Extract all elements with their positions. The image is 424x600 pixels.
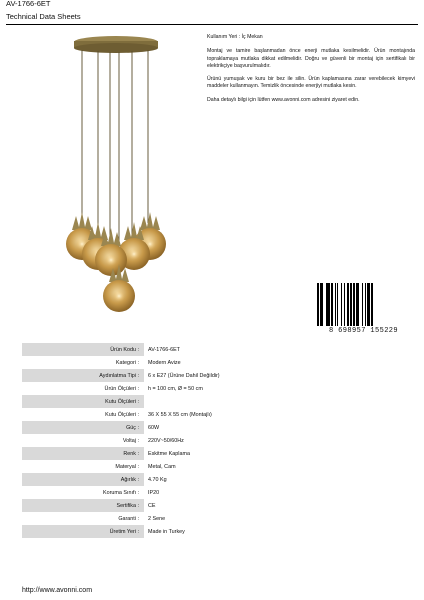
website-reference-text: Daha detaylı bilgi için lütfen www.avonni.com adresini ziyaret edin. <box>207 96 360 103</box>
barcode-bars <box>317 283 410 326</box>
chandelier-image <box>48 30 184 320</box>
spec-label: Ağırlık : <box>22 473 144 486</box>
spec-label: Kutu Ölçüleri : <box>22 395 144 408</box>
barcode-graphic <box>317 283 410 335</box>
spec-label: Ürün Ölçüleri : <box>104 385 139 392</box>
spec-value: 60W <box>148 424 160 431</box>
cleaning-instructions-text: Ürünü yumuşak ve kuru bir bez ile silin. Ürün kaplamasına zarar verebilecek kimyevi maddeler kullanmayın. Temizlik öncesinde enerjiyi mutlaka kesin. <box>207 76 415 90</box>
technical-spec-table <box>22 343 404 538</box>
spec-label: Üretim Yeri : <box>22 525 144 538</box>
spec-value: 4.70 Kg <box>148 476 167 483</box>
spec-label: Kutu Ölçüleri : <box>105 411 139 418</box>
spec-value: IP20 <box>148 489 160 496</box>
spec-label: Kategori : <box>115 359 139 366</box>
spec-label: Güç : <box>22 421 144 434</box>
spec-row <box>22 382 404 395</box>
spec-row <box>22 395 404 408</box>
spec-row <box>22 512 404 525</box>
spec-label: Materyal : <box>115 463 139 470</box>
spec-label: Ürün Kodu : <box>22 343 144 356</box>
spec-row <box>22 356 404 369</box>
spec-row <box>22 525 404 538</box>
spec-row <box>22 408 404 421</box>
barcode-digits: 8 698957 155229 <box>328 327 398 335</box>
spec-row <box>22 473 404 486</box>
spec-value: 36 X 55 X 55 cm (Montajlı) <box>148 411 212 418</box>
spec-label: Aydınlatma Tipi : <box>22 369 144 382</box>
spec-row <box>22 486 404 499</box>
spec-label: Garanti : <box>118 515 139 522</box>
spec-value: AV-1766-6ET <box>148 346 180 353</box>
spec-value: CE <box>148 502 156 509</box>
spec-label: Voltaj : <box>122 437 139 444</box>
header-divider <box>6 24 418 25</box>
spec-value <box>144 395 404 408</box>
spec-label: Renk : <box>22 447 144 460</box>
spec-value: Eskitme Kaplama <box>148 450 190 457</box>
spec-row <box>22 421 404 434</box>
spec-label: Koruma Sınıfı : <box>103 489 139 496</box>
spec-row <box>22 343 404 356</box>
spec-value: Metal, Cam <box>148 463 176 470</box>
spec-row <box>22 499 404 512</box>
spec-row <box>22 369 404 382</box>
installation-warning-text: Montaj ve tamire başlanmadan önce enerji mutlaka kesilmelidir. Ürün montajında topraklamaya mutlaka dikkat edilmelidir. Doğru ve güvenli bir montaj için sertifikalı bir elektrikçiye başvurulmalıdır. <box>207 48 415 69</box>
footer-website-link[interactable]: http://www.avonni.com <box>22 587 93 594</box>
spec-value: Modern Avize <box>148 359 181 366</box>
spec-value: 6 x E27 (Ürüne Dahil Değildir) <box>148 372 220 379</box>
spec-value: 2 Sene <box>148 515 166 522</box>
spec-value: Made in Turkey <box>148 528 185 535</box>
spec-row <box>22 460 404 473</box>
usage-location-text: Kullanım Yeri : İç Mekan <box>207 34 263 40</box>
barcode-stripe <box>372 283 373 326</box>
product-code-header: AV-1766-6ET <box>6 0 51 8</box>
spec-label: Sertifika : <box>22 499 144 512</box>
spec-row <box>22 447 404 460</box>
spec-value: 220V~50/60Hz <box>148 437 184 444</box>
spec-row <box>22 434 404 447</box>
document-subtitle: Technical Data Sheets <box>6 12 81 21</box>
spec-value: h = 100 cm, Ø = 50 cm <box>148 385 203 392</box>
usage-info-block <box>207 34 415 110</box>
